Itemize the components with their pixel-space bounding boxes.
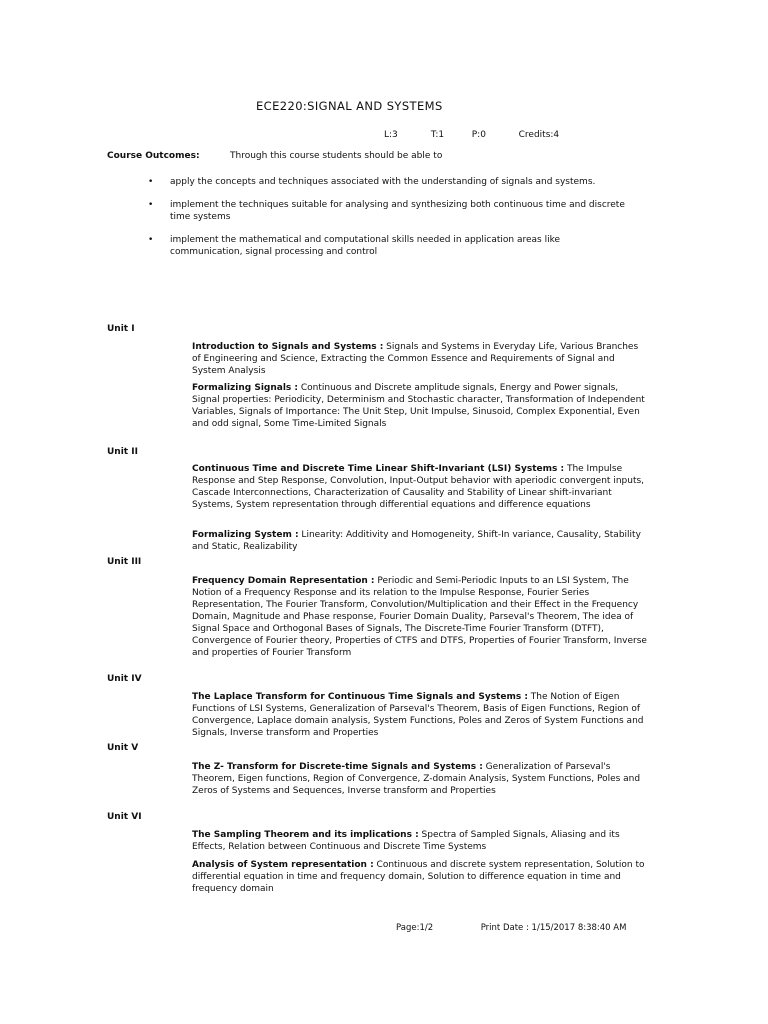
bullet: • <box>148 177 154 187</box>
unit-section <box>192 859 648 895</box>
unit-section <box>192 575 648 659</box>
unit-label: Unit VI <box>107 812 142 822</box>
bullet: • <box>148 200 154 210</box>
outcome-item <box>148 176 628 188</box>
section-heading: Frequency Domain Representation : <box>192 576 375 586</box>
section-text: The Notion of Eigen Functions of LSI Systems, Generalization of Parseval's Theorem, Basis of Eigen Functions, Region of Convergence, Laplace domain analysis, System Functions, Poles and Zeros of System Functions and Signals, Inverse transform and Properties <box>192 692 644 738</box>
course-outcomes-intro: Through this course students should be able to <box>230 151 443 161</box>
unit-label: Unit V <box>107 743 139 753</box>
bullet: • <box>148 235 154 245</box>
course-outcomes-label: Course Outcomes: <box>107 151 200 161</box>
section-text: Continuous and Discrete amplitude signals, Energy and Power signals, Signal properties: Periodicity, Determinism and Stochastic character, Transformation of Independent Variables, Signals of Importance: The Unit Step, Unit Impulse, Sinusoid, Complex Exponential, Even and odd signal, Some Time-Limited Signals <box>192 383 645 429</box>
unit-label: Unit IV <box>107 674 142 684</box>
section-text: The Impulse Response and Step Response, Convolution, Input-Output behavior with aperiodic convergent inputs, Cascade Interconnections, Characterization of Causality and Stability of Linear shift-invariant Systems, System representation through differential equations and difference equations <box>192 464 645 510</box>
unit-section <box>192 761 648 797</box>
tutorial-hours: T:1 <box>430 130 445 140</box>
outcome-text: implement the techniques suitable for analysing and synthesizing both continuous time and discrete time systems <box>170 200 625 222</box>
unit-section <box>192 691 648 739</box>
section-text: Signals and Systems in Everyday Life, Various Branches of Engineering and Science, Extracting the Common Essence and Requirements of Signal and System Analysis <box>192 342 639 376</box>
course-hours <box>384 130 559 140</box>
section-heading: Formalizing Signals : <box>192 383 298 393</box>
section-heading: The Laplace Transform for Continuous Time Signals and Systems : <box>192 692 528 702</box>
section-heading: Introduction to Signals and Systems : <box>192 342 384 352</box>
unit-label: Unit II <box>107 447 138 457</box>
section-text: Spectra of Sampled Signals, Aliasing and its Effects, Relation between Continuous and Discrete Time Systems <box>192 830 620 852</box>
practical-hours: P:0 <box>471 130 486 140</box>
credits: Credits:4 <box>518 130 560 140</box>
unit-label: Unit I <box>107 324 135 334</box>
section-heading: The Z- Transform for Discrete-time Signals and Systems : <box>192 762 483 772</box>
outcome-text: implement the mathematical and computational skills needed in application areas like communication, signal processing and control <box>170 235 561 257</box>
unit-section <box>192 829 648 853</box>
section-heading: Analysis of System representation : <box>192 860 374 870</box>
page-number: Page:1/2 <box>396 923 434 933</box>
unit-section <box>192 341 648 377</box>
unit-label: Unit III <box>107 557 142 567</box>
section-text: Generalization of Parseval's Theorem, Eigen functions, Region of Convergence, Z-domain Analysis, System Functions, Poles and Zeros of Systems and Sequences, Inverse transform and Properties <box>192 762 641 796</box>
outcome-item <box>148 199 628 223</box>
outcomes-list <box>148 176 628 269</box>
unit-section <box>192 529 648 553</box>
outcome-text: apply the concepts and techniques associated with the understanding of signals and systems. <box>170 177 596 187</box>
section-heading: Formalizing System : <box>192 530 299 540</box>
print-date: Print Date : 1/15/2017 8:38:40 AM <box>480 923 627 933</box>
section-heading: The Sampling Theorem and its implications : <box>192 830 419 840</box>
section-heading: Continuous Time and Discrete Time Linear Shift-Invariant (LSI) Systems : <box>192 464 565 474</box>
section-text: Linearity: Additivity and Homogeneity, Shift-In variance, Causality, Stability and Static, Realizability <box>192 530 641 552</box>
course-title: ECE220:SIGNAL AND SYSTEMS <box>256 99 443 113</box>
lecture-hours: L:3 <box>384 130 398 140</box>
outcome-item <box>148 234 628 258</box>
section-text: Continuous and discrete system representation, Solution to differential equation in time and frequency domain, Solution to difference equation in time and frequency domain <box>192 860 645 894</box>
unit-section <box>192 382 648 430</box>
unit-section <box>192 463 648 511</box>
page-footer <box>396 923 626 933</box>
section-text: Periodic and Semi-Periodic Inputs to an LSI System, The Notion of a Frequency Response and its relation to the Impulse Response, Fourier Series Representation, The Fourier Transform, Convolution/Multiplication and their Effect in the Frequency Domain, Magnitude and Phase response, Fourier Domain Duality, Parseval's Theorem, The idea of Signal Space and Orthogonal Bases of Signals, The Discrete-Time Fourier Transform (DTFT), Convergence of Fourier theory, Properties of CTFS and DTFS, Properties of Fourier Transform, Inverse and properties of Fourier Transform <box>192 576 647 658</box>
